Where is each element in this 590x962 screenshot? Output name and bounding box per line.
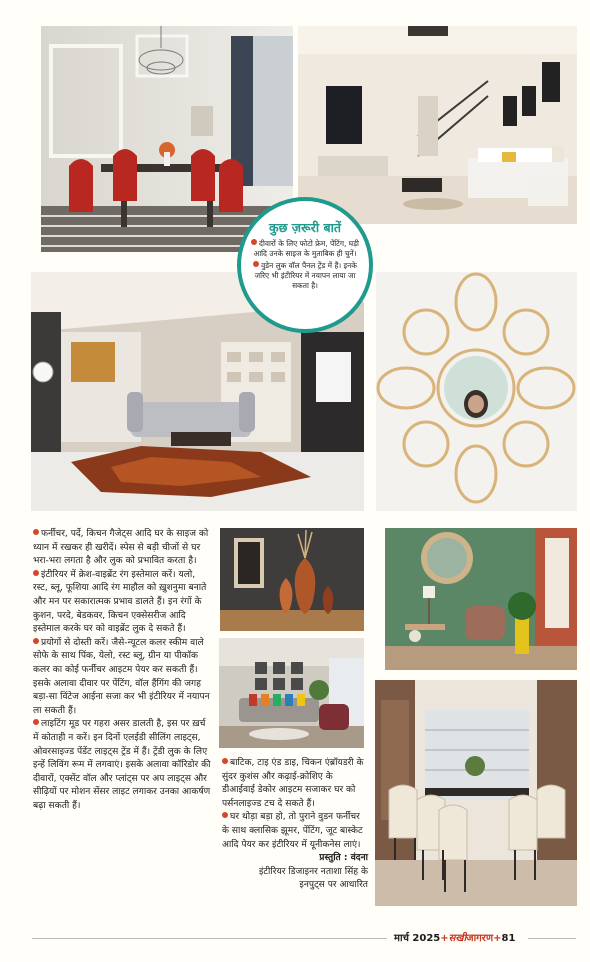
plus-icon: + [440, 933, 449, 944]
footer-rule [32, 938, 387, 939]
callout-item: वुडेन लुक वॉल पैनल ट्रेंड में हैं। इनके जरिए भी इंटीरियर में नयापन लाया जा सकता है। [254, 261, 357, 290]
callout-item: दीवारों के लिए फोटो फ्रेम, पेंटिंग, घड़ी आदि उनके साइज के मुताबिक ही चुनें। [251, 239, 359, 259]
footer-rule [528, 938, 576, 939]
photo-green-room [385, 528, 577, 670]
callout-title: कुछ ज़रूरी बातें [269, 220, 341, 235]
left-column-text [33, 528, 211, 813]
bullet-icon [33, 529, 39, 535]
bullet-icon [222, 812, 228, 818]
credit-line: इंटीरियर डिजाइनर नताशा सिंह के [258, 866, 368, 877]
paragraph: प्रयोगों से दोस्ती करें। जैसे-न्यूटल कलर स्कीम वाले सोफे के साथ पिंक, येलो, रस्ट ब्लू, ग्रीन या पीकॉक कलर का कोई फर्नीचर आइटम पेयर कर सकती हैं। इसके अलावा दीवार पर पेंटिंग, वॉल हैंगिंग की जगह बड़ा-सा विंटेज आईना सजा कर भी इंटीरियर में नयापन ला सकती हैं। [33, 637, 210, 716]
paragraph: लाइटिंग मूड पर गहरा असर डालती है, इस पर ख़र्च में कोताही न करें। इन दिनों एलईडी सीलिंग लाइट्स, ओवरसाइज्ड पेंडेंट लाइट्स ट्रेंड में हैं। ट्रेंडी लुक के लिए इन्हें लिविंग रूम में लगवाएं। इसके अलावा कॉरिडोर की दीवारों, एक्सेंट वॉल और प्लांट्स पर अप लाइट्स और सीढ़ियों पर मोशन सेंसर लाइट लगाकर उनका आकर्षण बढ़ा सकती हैं। [33, 719, 211, 811]
footer-brand-prefix: सखी [448, 933, 467, 944]
paragraph: बाटिक, टाइ एंड डाइ, चिकन एंब्रॉयडरी के सुंदर कुशंस और कढ़ाई-क्रोशिए के डीआईवाई डेकोर आइटम सजाकर घर को पर्सनलाइज्ड टच दे सकते हैं। [222, 758, 364, 809]
bullet-icon [253, 261, 259, 267]
mid-column-text [222, 757, 368, 893]
photo-white-dining-room [375, 680, 577, 906]
paragraph: फर्नीचर, पर्दे, किचन गैजेट्स आदि घर के साइज को ध्यान में रखकर ही खरीदें। स्पेस से बड़ी चीजों से घर भरा-भरा लगता है और लुक को प्रभावित करता है। [33, 529, 209, 567]
page-footer [0, 928, 590, 948]
paragraph: घर थोड़ा बड़ा हो, तो पुराने वुडन फर्नीचर के साथ क्लासिक झूमर, पेंटिंग, जूट बास्केट आदि पेयर कर इंटीरियर में यूनीकनेस लाएं। [222, 812, 363, 850]
bullet-icon [222, 758, 228, 764]
photo-decor-vases [220, 528, 364, 631]
paragraph: इंटीरियर में क्रेश-वाइब्रेंट रंग इस्तेमाल करें। यलो, रस्ट, ब्लू, फूशिया आदि रंग माहौल को ख़ुशनुमा बनाते और मन पर सकारात्मक प्रभाव डालते हैं। इन रंगों के कुशन, परदे, बेडकवर, किचन एक्सेसरीज आदि इस्तेमाल करके घर को वाइब्रेंट लुक दे सकते हैं। [33, 569, 207, 635]
plus-icon: + [493, 933, 502, 944]
bullet-icon [33, 638, 39, 644]
bullet-icon [251, 239, 257, 245]
credit-label: प्रस्तुति : वंदना [319, 853, 368, 864]
footer-brand: जागरण [466, 933, 494, 944]
photo-staircase-living-room [298, 26, 577, 224]
tips-callout [237, 197, 373, 333]
credit-line: इनपुट्स पर आधारित [299, 880, 368, 891]
footer-month: मार्च 2025 [394, 933, 441, 944]
footer-label [394, 930, 515, 944]
photo-rattan-mirror [376, 272, 577, 511]
page-number: 81 [501, 933, 516, 944]
bullet-icon [33, 719, 39, 725]
photo-grey-living-room [219, 638, 364, 748]
bullet-icon [33, 570, 39, 576]
